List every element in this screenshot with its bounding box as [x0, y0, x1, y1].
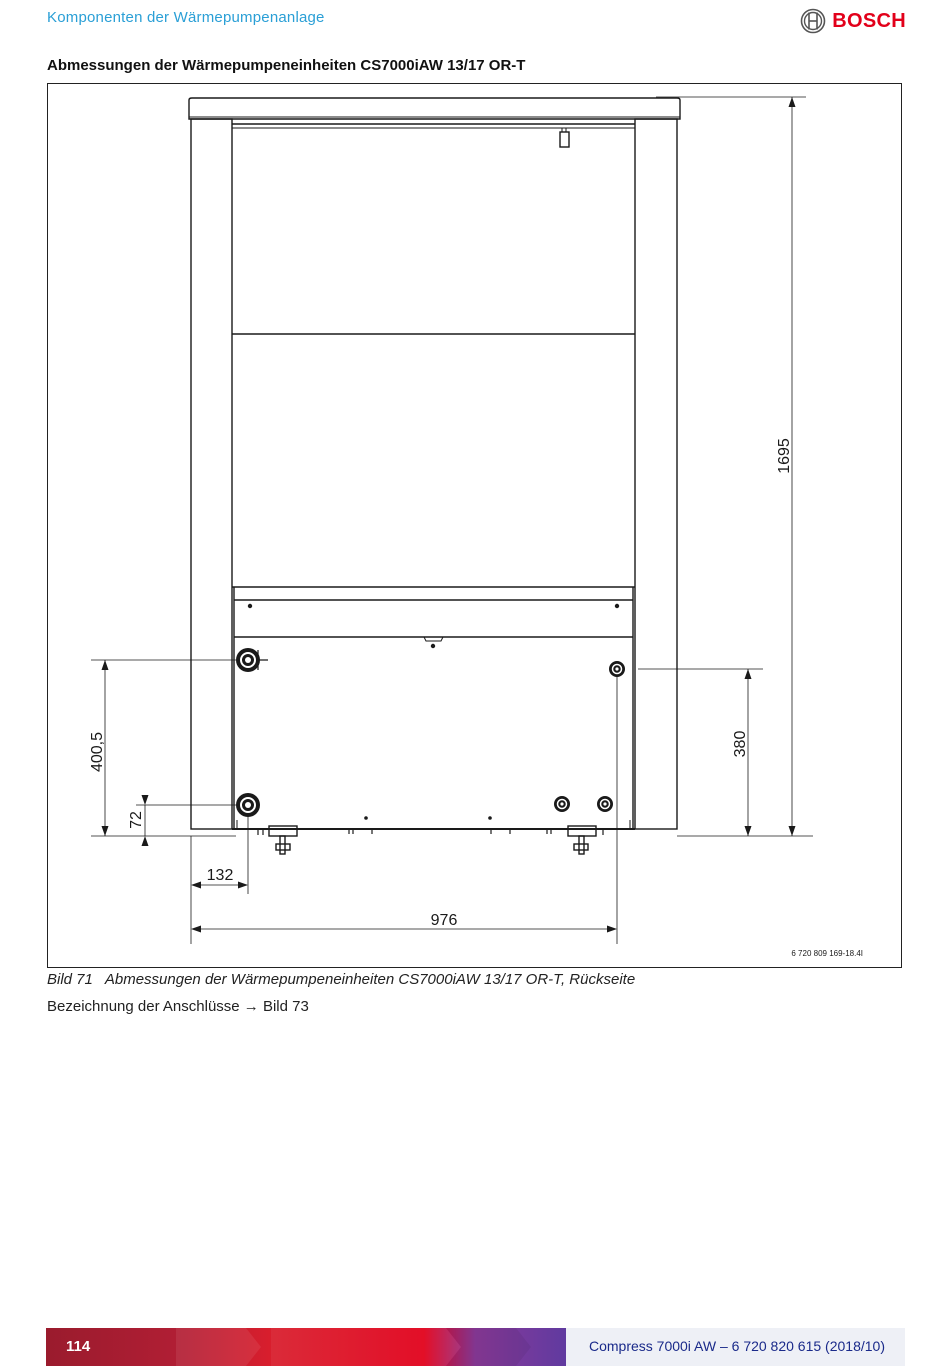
- right-column: [635, 119, 677, 829]
- connection-right-lower-b: [597, 796, 613, 812]
- page-footer: [46, 1328, 905, 1366]
- header-section-title: Komponenten der Wärmepumpenanlage: [47, 9, 325, 26]
- connection-lower-left: [236, 793, 260, 817]
- latch: [560, 132, 569, 147]
- dim-height-total: 1695: [776, 438, 793, 474]
- page-number: 114: [66, 1338, 91, 1355]
- figure-caption: [47, 971, 635, 988]
- dim-connection-left-lower: 72: [128, 811, 145, 829]
- document-reference: Compress 7000i AW – 6 720 820 615 (2018/10): [588, 1338, 885, 1354]
- dim-connection-right: 380: [732, 730, 749, 758]
- foot-right: [568, 826, 596, 854]
- brand-logo: [800, 8, 906, 34]
- drawing-id: 6 720 809 169-18.4I: [791, 949, 863, 958]
- connection-right-lower-a: [554, 796, 570, 812]
- left-column: [191, 119, 232, 829]
- unit-lid: [189, 98, 680, 119]
- dim-offset-left: 132: [206, 867, 234, 884]
- caption-text: Abmessungen der Wärmepumpeneinheiten CS7000iAW 13/17 OR-T, Rückseite: [104, 971, 636, 988]
- connections-reference: Bezeichnung der Anschlüsse → Bild 73: [47, 998, 309, 1015]
- dim-connection-left-upper: 400,5: [89, 731, 106, 773]
- bosch-armature-icon: [800, 8, 826, 34]
- foot-left: [269, 826, 297, 854]
- technical-drawing: [48, 84, 903, 969]
- figure-frame: [47, 83, 902, 968]
- figure-title: Abmessungen der Wärmepumpeneinheiten CS7000iAW 13/17 OR-T: [47, 57, 526, 74]
- connection-right-upper: [609, 661, 625, 677]
- caption-number: Bild 71: [47, 971, 93, 988]
- brand-name: BOSCH: [832, 9, 906, 32]
- connection-upper-left: [236, 648, 268, 672]
- dim-width-connections: 976: [430, 912, 458, 929]
